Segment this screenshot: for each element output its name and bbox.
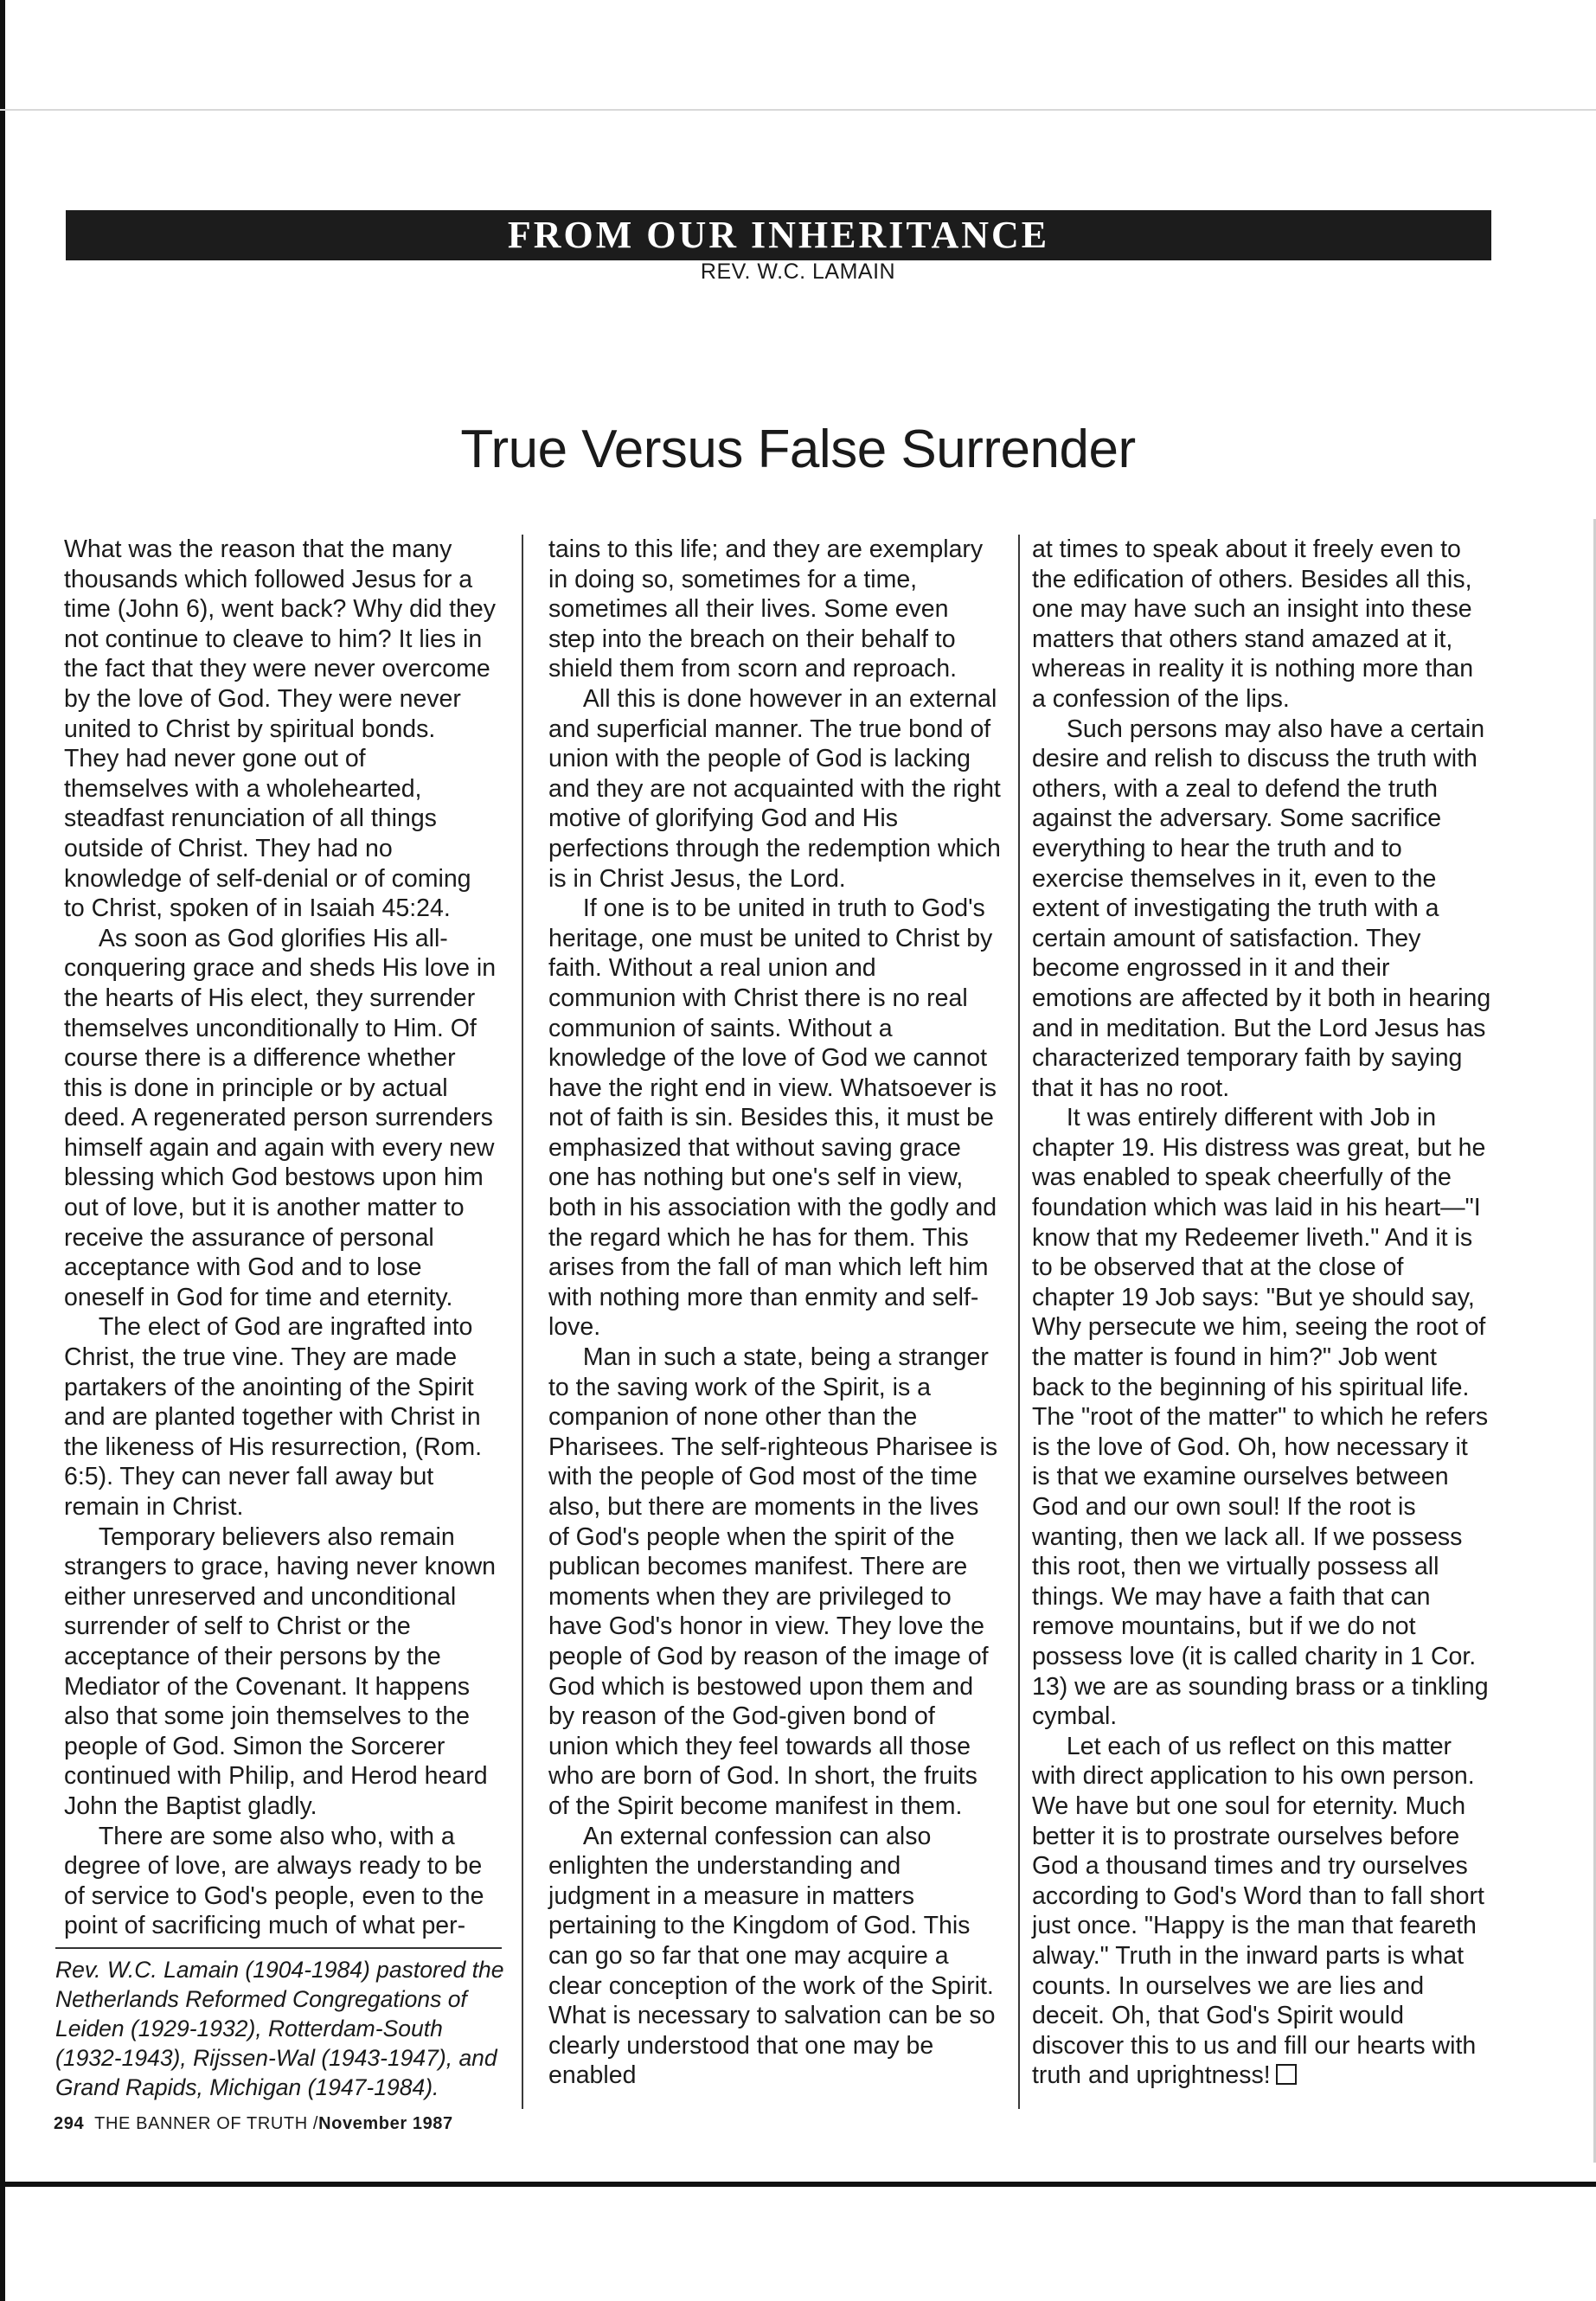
paragraph: It was entirely different with Job in chapter 19. His distress was great, but he was enabled to speak cheerfully of the foundation which was laid in his heart—"I know that my Redeemer liveth." And it is to be observed that at the close of chapter 19 Job says: "But ye should say, Why persecute we him, seeing the root of the matter is found in him?" Job went back to the beginning of his spiritual life. The "root of the matter" to which he refers is the love of God. Oh, how necessary it is that we examine ourselves between God and our own soul! If the root is wanting, then we lack all. If we possess this root, then we virtually possess all things. We may have a faith that can remove mountains, but if we do not possess love (it is called charity in 1 Cor. 13) we are as sounding brass or a tinkling cymbal.	[1032, 1104, 1489, 1731]
column-3	[1032, 535, 1492, 2091]
paragraph: Such persons may also have a certain desire and relish to discuss the truth with others, with a zeal to defend the truth against the adversary. Some sacrifice everything to hear the truth and to exercise themselves in it, even to the extent of investigating the truth with a certain amount of satisfaction. They become engrossed in it and their emotions are affected by it both in hearing and in meditation. But the Lord Jesus has characterized temporary faith by saying that it has no root.	[1032, 715, 1491, 1102]
column-rule	[1018, 535, 1020, 2109]
publication-name: THE BANNER OF TRUTH /	[94, 2114, 319, 2133]
page-edge-left	[0, 0, 5, 2301]
paragraph: What was the reason that the many thousands which followed Jesus for a time (John 6), went back? Why did they not continue to cleave to him? It lies in the fact that they were never overcome by the love of God. They were never united to Christ by spiritual bonds. They had never gone out of themselves with a wholehearted, steadfast renunciation of all things outside of Christ. They had no knowledge of self-denial or of coming to Christ, spoken of in Isaiah 45:24.	[64, 535, 496, 923]
end-mark-icon	[1276, 2064, 1297, 2085]
paragraph-text: Let each of us reflect on this matter with direct application to his own person. We have but one soul for eternity. Much better it is to prostrate ourselves before God a thousand times and try ourselves according to God's Word than to fall short just once. "Happy is the man that feareth alway." Truth in the inward parts is what counts. In ourselves we are lies and deceit. Oh, that God's Spirit would discover this to us and fill our hearts with truth and uprightness!	[1032, 1732, 1484, 2090]
scan-edge-bottom	[0, 2182, 1596, 2187]
paragraph	[1032, 1732, 1492, 2091]
paragraph: There are some also who, with a degree of love, are always ready to be of service to God's people, even to the point of sacrificing much of what per-	[64, 1822, 484, 1940]
paragraph: tains to this life; and they are exemplary in doing so, sometimes for a time, sometimes all their lives. Some even step into the breach on their behalf to shield them from scorn and reproach.	[548, 535, 984, 683]
section-banner: FROM OUR INHERITANCE	[66, 210, 1491, 260]
scan-edge-top	[0, 109, 1596, 111]
article-title: True Versus False Surrender	[460, 420, 1136, 479]
paragraph: Temporary believers also remain strangers to grace, having never known either unreserved and unconditional surrender of self to Christ or the acceptance of their persons by the Mediator of the Covenant. It happens also that some join themselves to the people of God. Simon the Sorcerer continued with Philip, and Herod heard John the Baptist gladly.	[64, 1522, 497, 1820]
page-number: 294	[54, 2114, 85, 2133]
folio	[54, 2114, 453, 2134]
footnote-rule	[55, 1947, 502, 1949]
paragraph: The elect of God are ingrafted into Christ, the true vine. They are made partakers of the anointing of the Spirit and are planted together with Christ in the likeness of His resurrection, (Rom. 6:5). They can never fall away but remain in Christ.	[64, 1313, 483, 1521]
paragraph: If one is to be united in truth to God's heritage, one must be united to Christ by faith. Without a real union and communion with Christ there is no real communion of saints. Without a knowledge of the love of God we cannot have the right end in view. Whatsoever is not of faith is sin. Besides this, it must be emphasized that without saving grace one has nothing but one's self in view, both in his association with the godly and the regard which he has for them. This arises from the fall of man which left him with nothing more than enmity and self-love.	[548, 894, 997, 1342]
paragraph: All this is done however in an external and superficial manner. The true bond of union with the people of God is lacking and they are not acquainted with the right motive of glorifying God and His perfections through the redemption which is in Christ Jesus, the Lord.	[548, 684, 1001, 893]
column-rule	[522, 535, 523, 2109]
author-byline: REV. W.C. LAMAIN	[700, 260, 896, 284]
issue-date: November 1987	[318, 2114, 453, 2133]
column-2	[548, 535, 1002, 2091]
column-1	[64, 535, 497, 1941]
paragraph: As soon as God glorifies His all-conquering grace and sheds His love in the hearts of His elect, they surrender themselves unconditionally to Him. Of course there is a difference whether this is done in principle or by actual deed. A regenerated person surrenders himself again and again with every new blessing which God bestows upon him out of love, but it is another matter to receive the assurance of personal acceptance with God and to lose oneself in God for time and eternity.	[64, 924, 497, 1311]
paragraph: An external confession can also enlighten the understanding and judgment in a measure in matters pertaining to the Kingdom of God. This can go so far that one may acquire a clear conception of the work of the Spirit. What is necessary to salvation can be so clearly understood that one may be enabled	[548, 1822, 996, 2090]
author-footnote: Rev. W.C. Lamain (1904-1984) pastored the Netherlands Reformed Congregations of Leiden (1929-1932), Rotterdam-South (1932-1943), Rijssen-Wal (1943-1947), and Grand Rapids, Michigan (1947-1984).	[55, 1957, 504, 2100]
paragraph: Man in such a state, being a stranger to the saving work of the Spirit, is a companion of none other than the Pharisees. The self-righteous Pharisee is with the people of God most of the time also, but there are moments in the lives of God's people when the spirit of the publican becomes manifest. There are moments when they are privileged to have God's honor in view. They love the people of God by reason of the image of God which is bestowed upon them and by reason of the God-given bond of union which they feel towards all those who are born of God. In short, the fruits of the Spirit become manifest in them.	[548, 1343, 998, 1820]
paragraph: at times to speak about it freely even to the edification of others. Besides all this, one may have such an insight into these matters that others stand amazed at it, whereas in reality it is nothing more than a confession of the lips.	[1032, 535, 1474, 713]
